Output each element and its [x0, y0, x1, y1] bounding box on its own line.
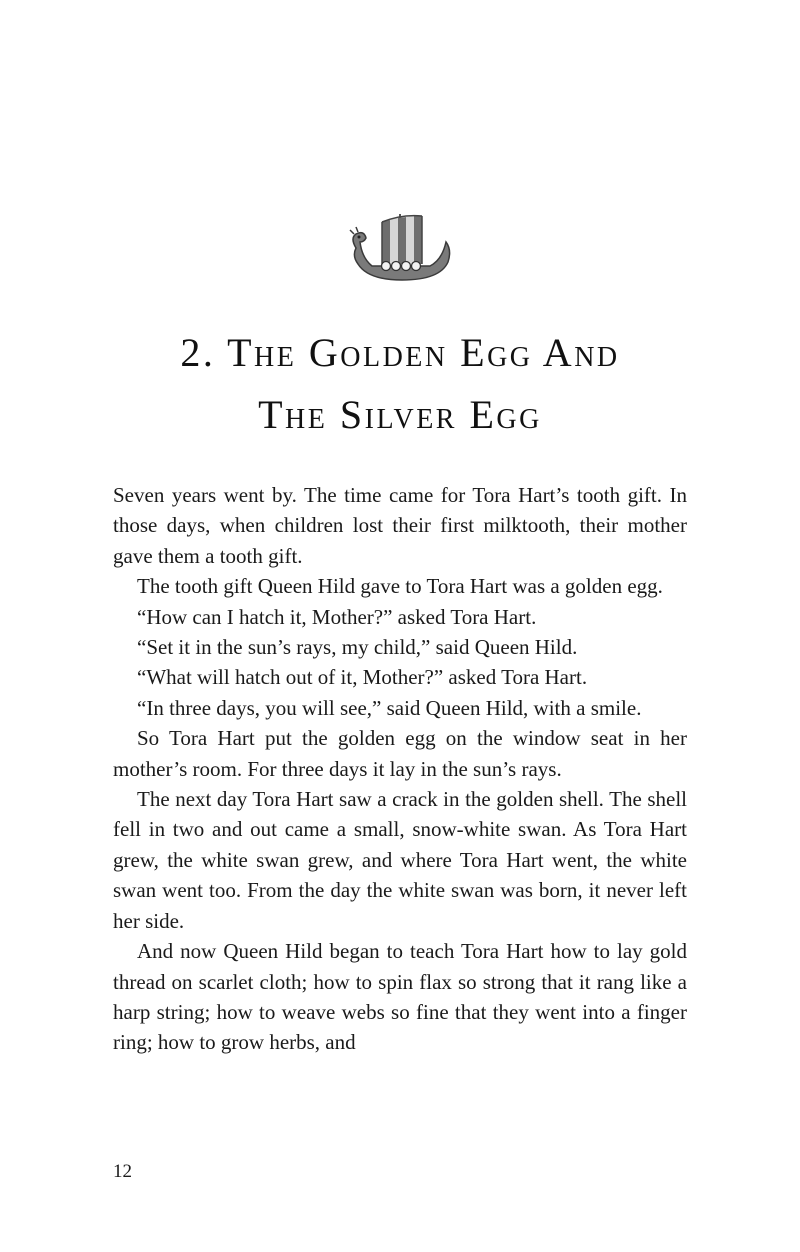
page-number: 12 [113, 1161, 132, 1182]
chapter-body [113, 480, 687, 1058]
paragraph: “In three days, you will see,” said Queen Hild, with a smile. [137, 695, 642, 720]
chapter-title [0, 322, 800, 446]
paragraph: Seven years went by. The time came for Tora Hart’s tooth gift. In those days, when children lost their first milktooth, their mother gave them a tooth gift. [113, 483, 687, 568]
paragraph: So Tora Hart put the golden egg on the window seat in her mother’s room. For three days it lay in the sun’s rays. [113, 726, 687, 781]
viking-longship-icon [346, 208, 454, 286]
paragraph: “Set it in the sun’s rays, my child,” said Queen Hild. [137, 635, 578, 660]
paragraph: And now Queen Hild began to teach Tora Hart how to lay gold thread on scarlet cloth; how to spin flax so strong that it rang like a harp string; how to weave webs so fine that they went into a finger ring; how to grow herbs, and [113, 939, 687, 1055]
paragraph: The tooth gift Queen Hild gave to Tora Hart was a golden egg. [137, 574, 663, 599]
chapter-title-line-2: The Silver Egg [258, 392, 542, 437]
paragraph: The next day Tora Hart saw a crack in the golden shell. The shell fell in two and out came a small, snow-white swan. As Tora Hart grew, the white swan grew, and where Tora Hart went, the white swan went too. From the day the white swan was born, it never left her side. [113, 787, 687, 933]
paragraph: “What will hatch out of it, Mother?” asked Tora Hart. [137, 665, 588, 690]
paragraph: “How can I hatch it, Mother?” asked Tora Hart. [137, 604, 537, 629]
chapter-title-line-1: 2. The Golden Egg And [180, 330, 620, 375]
